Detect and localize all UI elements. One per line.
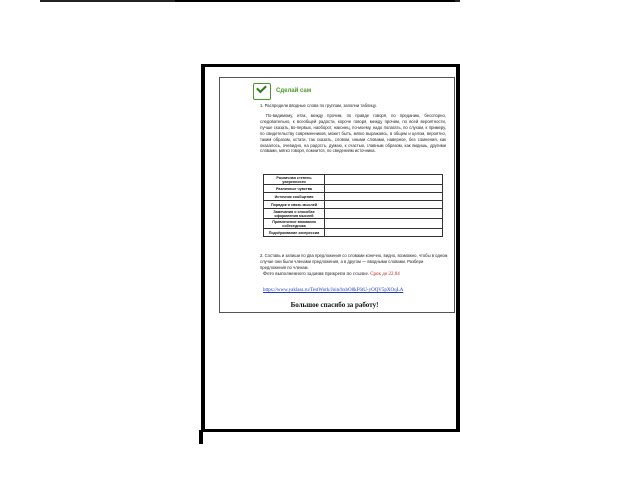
top-border-line-dark (175, 0, 455, 2)
task1-word-list: По-видимому, итак, между прочим, по правде говоря, по преданию, бесспорно, следовательно, к всеобщей радости, короче говоря, между прочим, по всей вероятности, лучше сказать, во-первых, наоборот, наконец, по-моему, надо полагать, по слухам, к примеру, по свидетельству современников, может быть, мягко выражаясь, в общем и целом, вероятно, таким образом, кстати, так сказать, словом, иными словами, наверное, без сомнения, как оказалось, очевидно, на радость, думаю, к счастью, главным образом, как видишь, другими словами, мягко говоря, помнится, по сведениям источника. (260, 113, 446, 154)
section-header (253, 81, 311, 101)
photo-note-text: Фото выполненного задания прикрепи по ссылке. (263, 272, 369, 277)
table-row (264, 219, 443, 229)
answer-cell[interactable] (325, 175, 443, 185)
row-label: Замечания о способах оформления мыслей (264, 209, 325, 219)
page-edge-mark (199, 430, 203, 444)
answer-cell[interactable] (325, 219, 443, 229)
row-label: Различная степень уверенности (264, 175, 325, 185)
task1-instruction: 1. Распредели вводные слова по группам, заполни таблицу. (260, 103, 377, 108)
table-row (264, 201, 443, 209)
table-row (264, 185, 443, 193)
answer-cell[interactable] (325, 193, 443, 201)
photo-note (263, 272, 400, 277)
answer-cell[interactable] (325, 209, 443, 219)
table-row (264, 175, 443, 185)
row-label: Различные чувства (264, 185, 325, 193)
table-row (264, 209, 443, 219)
classification-table (263, 174, 443, 237)
row-label: Порядок и связь мыслей (264, 201, 325, 209)
table-row (264, 229, 443, 237)
answer-cell[interactable] (325, 229, 443, 237)
table-row (264, 193, 443, 201)
document-page (201, 64, 460, 432)
section-title: Сделай сам (276, 88, 312, 94)
answer-cell[interactable] (325, 185, 443, 193)
row-label: Подчёркивание экспрессии (264, 229, 325, 237)
deadline-text: Срок до 22.04 (370, 272, 400, 277)
row-label: Привлечение внимания собеседника (264, 219, 325, 229)
row-label: Источник сообщения (264, 193, 325, 201)
answer-cell[interactable] (325, 201, 443, 209)
task2-instruction: 2. Составь и запиши по два предложения со словами конечно, видно, возможно, чтобы в одном случае они были членами предложения, а в другом — вводными словами. Разбери предложения по членам. (260, 253, 448, 270)
check-box-icon (253, 83, 271, 100)
thanks-message: Большое спасибо за работу! (290, 301, 379, 309)
assignment-link[interactable]: https://www.yaklass.ru/TestWork/Join/bxbO8kF6tU-yOQV5pXOqLA (263, 288, 404, 293)
